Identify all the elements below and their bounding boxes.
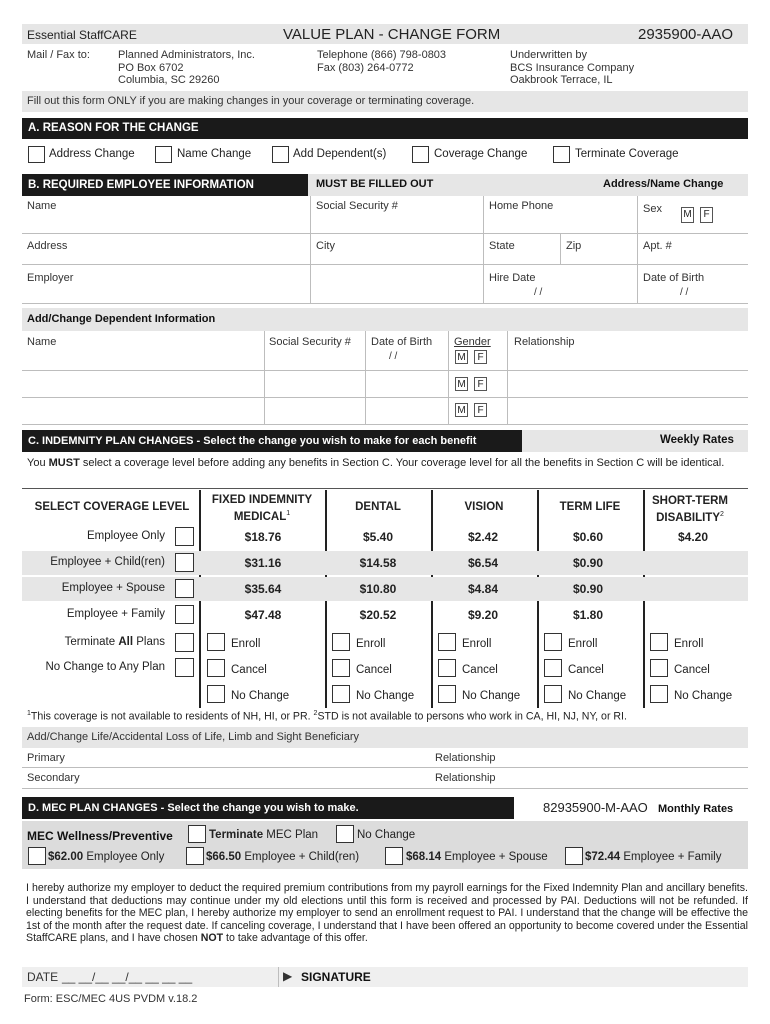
- terminate-all-checkbox[interactable]: [175, 633, 194, 652]
- mec-employee-only-checkbox[interactable]: [28, 847, 46, 865]
- term-life-enroll-checkbox[interactable]: [544, 633, 562, 651]
- underwriter-line: BCS Insurance Company: [510, 61, 635, 74]
- address-name-change-label: Address/Name Change: [603, 178, 724, 190]
- hire-date-field[interactable]: Hire Date: [489, 272, 536, 284]
- name-change-label: Name Change: [177, 148, 252, 160]
- mec-price: $72.44: [585, 851, 621, 863]
- underwriter: [510, 49, 634, 87]
- footnote-marker: 2: [313, 710, 318, 717]
- rate-cell: $18.76: [244, 530, 282, 544]
- rate-cell: $9.20: [467, 608, 499, 622]
- dental-enroll-checkbox[interactable]: [332, 633, 350, 651]
- mec-plan-code: 82935900-M-AAO: [543, 800, 648, 815]
- dependent-name-field[interactable]: Name: [27, 336, 57, 348]
- underwriter-line: Oakbrook Terrace, IL: [510, 74, 613, 86]
- date-label: DATE: [27, 970, 59, 984]
- authorization-text: I hereby authorize my employer to deduct the required premium contributions from my payroll earnings for the Fixed Indemnity Plan and ancillary benefits. I understand that deductions may continue under my old elections until this form is received and processed by PAI. Deductions will not be refunded. If electing benefits for the MEC plan, I hereby authorize my employer to send an enrollment request to PAI. I understand that the change will be effective the 1st of the month after the request date. If canceling coverage, I understand that I have been offered an opportunity to become covered under the Essential StaffCARE plans, and I have chosen: [26, 882, 748, 945]
- dependent-title: Add/Change Dependent Information: [27, 313, 216, 325]
- note-text: select a coverage level before adding any benefits in Section C. Your coverage level for all the benefits in Section C will be identical.: [79, 457, 725, 469]
- mec-price: $66.50: [206, 851, 242, 863]
- dependent-1-gender-m[interactable]: M: [455, 350, 468, 364]
- dependent-dob-field[interactable]: Date of Birth: [371, 336, 433, 348]
- divider: [22, 488, 748, 489]
- employee-name-field[interactable]: Name: [27, 200, 57, 212]
- coverage-change-label: Coverage Change: [434, 148, 528, 160]
- terminate-all-bold: All: [118, 636, 134, 648]
- mec-price: $68.14: [406, 851, 442, 863]
- mec-tier-employee-spouse: [406, 851, 548, 863]
- action-label: Enroll: [674, 638, 704, 650]
- mec-tier-employee-children: [206, 851, 359, 863]
- footnote-2: STD is not available to persons who work in CA, HI, NJ, NY, or RI.: [317, 710, 627, 723]
- level-no-change: No Change to Any Plan: [45, 661, 165, 673]
- terminate-text: MEC Plan: [263, 829, 319, 841]
- level-employee-spouse: Employee + Spouse: [61, 582, 165, 594]
- section-c-footnotes: [27, 710, 627, 723]
- mec-tier-label: Employee + Child(ren): [241, 851, 360, 863]
- employer-field[interactable]: Employer: [27, 272, 74, 284]
- no-change-all-checkbox[interactable]: [175, 658, 194, 677]
- action-label: Cancel: [674, 664, 710, 676]
- std-enroll-checkbox[interactable]: [650, 633, 668, 651]
- dependent-3-gender-f[interactable]: F: [474, 403, 487, 417]
- mec-employee-children-checkbox[interactable]: [186, 847, 204, 865]
- divider: [22, 397, 748, 398]
- divider: [22, 424, 748, 425]
- section-a-title: A. REASON FOR THE CHANGE: [28, 122, 199, 134]
- dependent-1-gender-f[interactable]: F: [474, 350, 487, 364]
- arrow-icon: ▶: [283, 969, 293, 983]
- level-employee-children: Employee + Child(ren): [50, 556, 165, 568]
- contact-numbers: [317, 49, 446, 74]
- terminate-bold: Terminate: [209, 829, 264, 841]
- signature-field[interactable]: SIGNATURE: [301, 970, 371, 984]
- dental-no-change-checkbox[interactable]: [332, 685, 350, 703]
- coverage-change-checkbox[interactable]: [412, 146, 429, 163]
- administrator-address: [118, 49, 255, 87]
- weekly-rates-label: Weekly Rates: [660, 434, 734, 446]
- mec-no-change-label: No Change: [357, 829, 416, 841]
- divider: [22, 767, 748, 768]
- dependent-gender-label: Gender: [454, 336, 491, 348]
- vision-cancel-checkbox[interactable]: [438, 659, 456, 677]
- rate-cell: $5.40: [362, 530, 394, 544]
- dependent-ssn-field[interactable]: Social Security #: [269, 336, 351, 348]
- footnote-1: This coverage is not available to residents of NH, HI, or PR.: [30, 710, 311, 723]
- sex-label: Sex: [643, 203, 662, 215]
- divider: [22, 370, 748, 371]
- rate-cell: $47.48: [244, 608, 282, 622]
- section-c-title: C. INDEMNITY PLAN CHANGES - Select the change you wish to make for each benefit: [28, 435, 477, 447]
- dependent-2-gender-f[interactable]: F: [474, 377, 487, 391]
- divider: [22, 788, 748, 789]
- divider: [22, 264, 748, 265]
- term-life-cancel-checkbox[interactable]: [544, 659, 562, 677]
- beneficiary-title: Add/Change Life/Accidental Loss of Life, Limb and Sight Beneficiary: [27, 731, 360, 743]
- mec-terminate-checkbox[interactable]: [188, 825, 206, 843]
- dental-header: DENTAL: [355, 501, 401, 513]
- admin-line: PO Box 6702: [118, 61, 184, 74]
- note-must: MUST: [48, 457, 80, 469]
- note-text: You: [27, 457, 49, 469]
- primary-relationship-field[interactable]: Relationship: [435, 752, 496, 764]
- action-label: Enroll: [231, 638, 261, 650]
- vision-no-change-checkbox[interactable]: [438, 685, 456, 703]
- secondary-relationship-field[interactable]: Relationship: [435, 772, 496, 784]
- action-label: Cancel: [462, 664, 498, 676]
- address-change-label: Address Change: [49, 148, 135, 160]
- term-life-no-change-checkbox[interactable]: [544, 685, 562, 703]
- sex-m-box[interactable]: M: [681, 207, 694, 223]
- employee-spouse-checkbox[interactable]: [175, 579, 194, 598]
- action-label: Enroll: [462, 638, 492, 650]
- terminate-text: Plans: [133, 636, 165, 648]
- authorization-not: NOT: [200, 932, 224, 945]
- divider: [22, 233, 748, 234]
- short-term-disability-header: [640, 494, 740, 525]
- admin-line: Columbia, SC 29260: [118, 74, 220, 86]
- address-change-checkbox[interactable]: [28, 146, 45, 163]
- action-label: Enroll: [568, 638, 598, 650]
- employee-only-checkbox[interactable]: [175, 527, 194, 546]
- column-title: FIXED INDEMNITY MEDICAL: [211, 494, 313, 523]
- section-c-header: [22, 430, 522, 452]
- mec-employee-spouse-checkbox[interactable]: [385, 847, 403, 865]
- action-label: No Change: [568, 690, 627, 702]
- admin-line: Planned Administrators, Inc.: [118, 49, 255, 61]
- footnote-marker: 2: [719, 511, 724, 518]
- action-label: Enroll: [356, 638, 386, 650]
- divider: [637, 196, 638, 303]
- divider: [310, 196, 311, 303]
- action-label: No Change: [231, 690, 290, 702]
- divider: [22, 303, 748, 304]
- dependent-dob-slashes: / /: [389, 351, 398, 362]
- add-dependent-label: Add Dependent(s): [293, 148, 387, 160]
- rate-cell: $4.84: [467, 582, 499, 596]
- apt-field[interactable]: Apt. #: [643, 240, 672, 252]
- rate-cell: $14.58: [359, 556, 397, 570]
- must-fill-label: MUST BE FILLED OUT: [316, 178, 434, 190]
- terminate-coverage-checkbox[interactable]: [553, 146, 570, 163]
- home-phone-field[interactable]: Home Phone: [489, 200, 554, 212]
- zip-field[interactable]: Zip: [566, 240, 582, 252]
- name-change-checkbox[interactable]: [155, 146, 172, 163]
- rate-cell: $4.20: [677, 530, 709, 544]
- rate-cell: $2.42: [467, 530, 499, 544]
- section-c-note: [27, 457, 739, 470]
- medical-enroll-checkbox[interactable]: [207, 633, 225, 651]
- mec-tier-label: Employee Only: [83, 851, 165, 863]
- term-life-header: TERM LIFE: [559, 501, 621, 513]
- mail-fax-label: Mail / Fax to:: [27, 49, 90, 61]
- mec-tier-employee-only: [48, 851, 164, 863]
- action-label: No Change: [356, 690, 415, 702]
- add-dependent-checkbox[interactable]: [272, 146, 289, 163]
- rate-cell: $0.90: [572, 556, 604, 570]
- underwriter-line: Underwritten by: [510, 49, 588, 61]
- rate-cell: $20.52: [359, 608, 397, 622]
- dental-cancel-checkbox[interactable]: [332, 659, 350, 677]
- rate-cell: $10.80: [359, 582, 397, 596]
- rate-cell: $35.64: [244, 582, 282, 596]
- mec-wellness-label: MEC Wellness/Preventive: [27, 829, 173, 843]
- state-field[interactable]: State: [489, 240, 515, 252]
- dependent-3-gender-m[interactable]: M: [455, 403, 468, 417]
- form-id: Form: ESC/MEC 4US PVDM v.18.2: [24, 993, 198, 1005]
- date-field[interactable]: __ __/__ __/__ __ __ __: [62, 970, 193, 984]
- form-title: VALUE PLAN - CHANGE FORM: [283, 26, 501, 43]
- sex-f-box[interactable]: F: [700, 207, 713, 223]
- employee-ssn-field[interactable]: Social Security #: [316, 200, 398, 212]
- hire-date-slashes: / /: [534, 287, 543, 298]
- rate-cell: $6.54: [467, 556, 499, 570]
- authorization-text: to take advantage of this offer.: [223, 932, 368, 945]
- action-label: Cancel: [356, 664, 392, 676]
- divider: [483, 196, 484, 303]
- rate-cell: $1.80: [572, 608, 604, 622]
- level-terminate-all: [0, 636, 165, 648]
- mec-tier-label: Employee + Family: [620, 851, 722, 863]
- dependent-2-gender-m[interactable]: M: [455, 377, 468, 391]
- section-b-title: B. REQUIRED EMPLOYEE INFORMATION: [28, 179, 254, 191]
- medical-cancel-checkbox[interactable]: [207, 659, 225, 677]
- footnote-marker: 1: [286, 510, 291, 517]
- instruction-text: Fill out this form ONLY if you are making changes in your coverage or terminating coverage.: [27, 95, 475, 107]
- column-title: SHORT-TERM DISABILITY: [651, 495, 729, 524]
- medical-no-change-checkbox[interactable]: [207, 685, 225, 703]
- divider: [264, 331, 265, 424]
- footnote-marker: 1: [27, 710, 31, 717]
- dob-slashes: / /: [680, 287, 689, 298]
- fixed-indemnity-header: [200, 493, 324, 524]
- terminate-coverage-label: Terminate Coverage: [575, 148, 679, 160]
- action-label: Cancel: [568, 664, 604, 676]
- divider: [560, 233, 561, 264]
- telephone: Telephone (866) 798-0803: [317, 49, 447, 61]
- mec-tier-employee-family: [585, 851, 722, 863]
- action-label: No Change: [462, 690, 521, 702]
- rate-cell: $0.60: [572, 530, 604, 544]
- dob-field[interactable]: Date of Birth: [643, 272, 705, 284]
- mec-tier-label: Employee + Spouse: [441, 851, 548, 863]
- level-employee-family: Employee + Family: [66, 608, 165, 620]
- employee-family-checkbox[interactable]: [175, 605, 194, 624]
- std-cancel-checkbox[interactable]: [650, 659, 668, 677]
- section-a-header: [22, 118, 748, 139]
- monthly-rates-label: Monthly Rates: [658, 803, 734, 815]
- mec-price: $62.00: [48, 851, 84, 863]
- divider: [448, 331, 449, 424]
- city-field[interactable]: City: [316, 240, 335, 252]
- action-label: Cancel: [231, 664, 267, 676]
- mec-terminate-label: [209, 829, 318, 841]
- vision-enroll-checkbox[interactable]: [438, 633, 456, 651]
- select-coverage-level-header: SELECT COVERAGE LEVEL: [34, 501, 190, 513]
- address-field[interactable]: Address: [27, 240, 68, 252]
- authorization-paragraph: [26, 882, 748, 945]
- employee-children-checkbox[interactable]: [175, 553, 194, 572]
- primary-beneficiary-field[interactable]: Primary: [27, 752, 65, 764]
- brand-name: Essential StaffCARE: [27, 28, 137, 42]
- std-no-change-checkbox[interactable]: [650, 685, 668, 703]
- mec-employee-family-checkbox[interactable]: [565, 847, 583, 865]
- section-b-header: [22, 174, 308, 196]
- level-employee-only: Employee Only: [87, 530, 165, 542]
- rate-cell: $0.90: [572, 582, 604, 596]
- rate-cell: $31.16: [244, 556, 282, 570]
- section-d-header: [22, 797, 514, 819]
- fax: Fax (803) 264-0772: [317, 61, 414, 74]
- dependent-relationship-field[interactable]: Relationship: [514, 336, 575, 348]
- mec-no-change-checkbox[interactable]: [336, 825, 354, 843]
- section-d-title: D. MEC PLAN CHANGES - Select the change you wish to make.: [28, 802, 359, 814]
- action-label: No Change: [674, 690, 733, 702]
- form-code: 2935900-AAO: [638, 26, 734, 43]
- divider: [278, 967, 279, 987]
- vision-header: VISION: [464, 501, 504, 513]
- divider: [507, 331, 508, 424]
- secondary-beneficiary-field[interactable]: Secondary: [27, 772, 80, 784]
- divider: [365, 331, 366, 424]
- terminate-text: Terminate: [64, 636, 119, 648]
